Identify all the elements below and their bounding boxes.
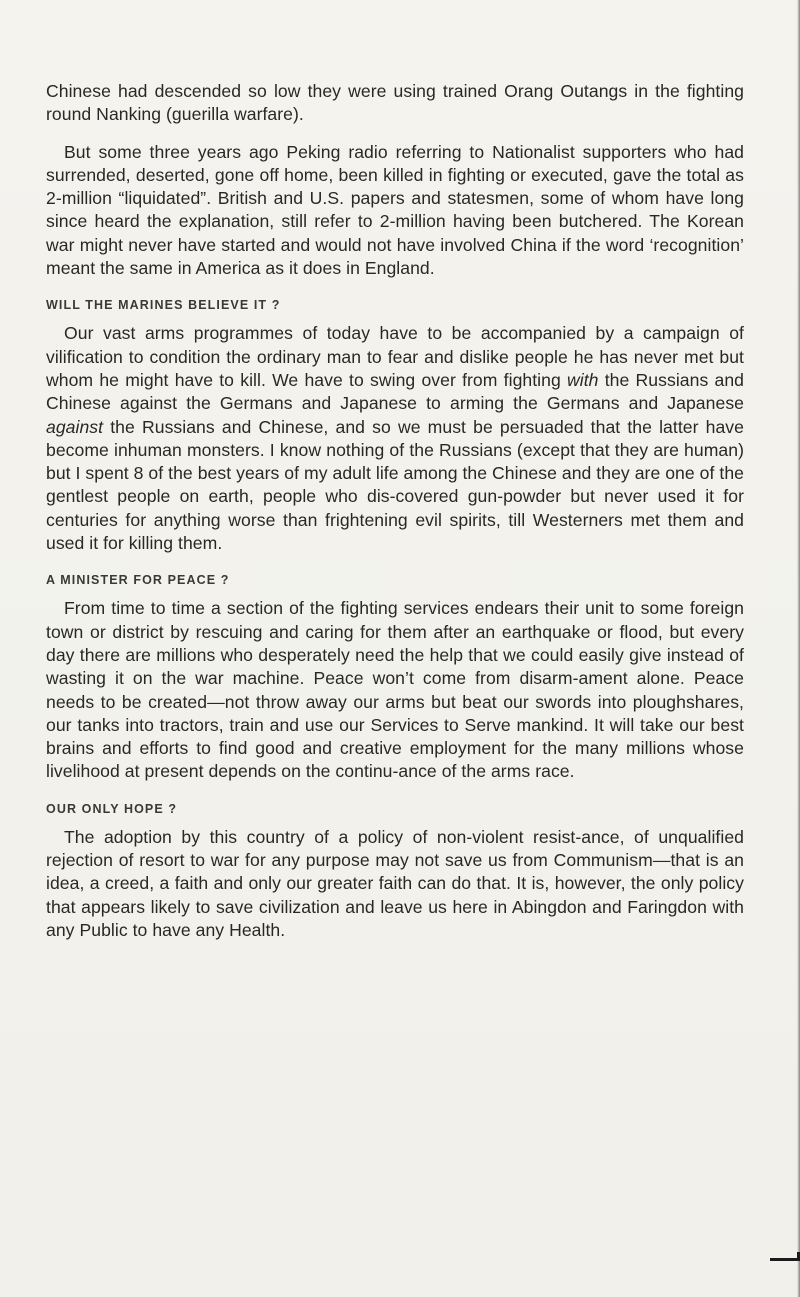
document-body — [46, 80, 744, 942]
paragraph-peking-radio: But some three years ago Peking radio referring to Nationalist supporters who had surrended, deserted, gone off home, been killed in fighting or executed, gave the total as 2-million “liquidated”. British and U.S. papers and statesmen, some of whom have long since heard the explanation, still refer to 2-million having been butchered. The Korean war might never have started and would not have involved China if the word ‘recognition’ meant the same in America as it does in England. — [46, 141, 744, 279]
paragraph-fighting-services: From time to time a section of the fighting services endears their unit to some foreign town or district by rescuing and caring for them after an earthquake or flood, but every day there are millions who desperately need the help that we could easily give instead of wasting it on the war machine. Peace won’t come from disarm-ament alone. Peace needs to be created—not throw away our arms but beat our swords into ploughshares, our tanks into tractors, train and use our Services to Serve mankind. It will take our best brains and efforts to find good and creative employment for the many millions whose livelihood at present depends on the continu-ance of the arms race. — [46, 598, 744, 782]
paragraph-arms-text-c: the Russians and Chinese, and so we must be persuaded that the latter have become inhuman monsters. I know nothing of the Russians (except that they are human) but I spent 8 of the best years of my adult life among the Chinese and they are one of the gentlest people on earth, people who dis-covered gun-powder but never used it for centuries for anything worse than frightening evil spirits, till Westerners met them and used it for killing them. — [46, 416, 744, 554]
corner-mark — [770, 1252, 800, 1261]
emphasis-against: against — [46, 416, 104, 437]
paragraph-intro-continuation: Chinese had descended so low they were using trained Orang Outangs in the fighting round Nanking (guerilla warfare). — [46, 81, 744, 125]
paragraph-arms-text-b: the Russians and Chinese against the Germans and Japanese to arming the Germans and Japanese — [46, 369, 745, 414]
paragraph-non-violent: The adoption by this country of a policy of non-violent resist-ance, of unqualified rejection of resort to war for any purpose may not save us from Communism—that is an idea, a creed, a faith and only our greater faith can do that. It is, however, the only policy that appears likely to save civilization and leave us here in Abingdon and Faringdon with any Public to have any Health. — [46, 826, 744, 940]
paragraph-arms-programmes — [46, 322, 744, 555]
paragraph-arms-text-a: Our vast arms programmes of today have to be accompanied by a campaign of vilification to condition the ordinary man to fear and dislike people he has never met but whom he might have to kill. We have to swing over from fighting — [46, 323, 744, 390]
section-heading-hope: OUR ONLY HOPE ? — [46, 801, 178, 816]
section-heading-marines: WILL THE MARINES BELIEVE IT ? — [46, 298, 281, 313]
emphasis-with: with — [567, 369, 599, 390]
section-heading-minister: A MINISTER FOR PEACE ? — [46, 573, 230, 588]
